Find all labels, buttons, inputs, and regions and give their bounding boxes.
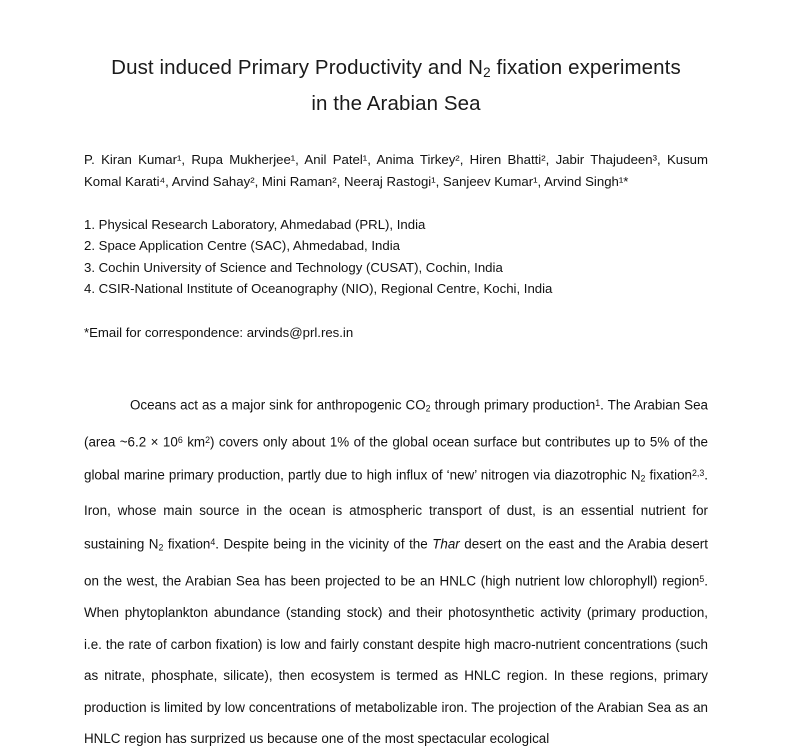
page-title [92, 52, 700, 119]
affiliation-item: 1. Physical Research Laboratory, Ahmedabad (PRL), India [84, 216, 426, 232]
affiliation-item: 3. Cochin University of Science and Technology (CUSAT), Cochin, India [84, 259, 503, 275]
exponent-superscript: 2 [205, 435, 210, 446]
author-list: P. Kiran Kumar¹, Rupa Mukherjee¹, Anil Patel¹, Anima Tirkey², Hiren Bhatti², Jabir Thajudeen³, Kusum Komal Karati⁴, Arvind Sahay², Mini Raman², Neeraj Rastogi¹, Sanjeev Kumar¹, Arvind Singh¹* [84, 151, 708, 189]
abstract-text: . Iron, whose main source in the ocean is atmospheric transport of dust, is an essential nutrient for sustaining N [84, 468, 708, 552]
citation-superscript: 4 [210, 536, 216, 547]
abstract-text: . When phytoplankton abundance (standing stock) and their photosynthetic activity (primary production, i.e. the rate of carbon fixation) is low and fairly constant despite high macro-nutrient concentrations (such as nitrate, phosphate, silicate), then ecosystem is termed as HNLC region. In these regions, primary production is limited by low concentrations of metabolizable iron. The projection of the Arabian Sea as an HNLC region has surprized us because one of the most spectacular ecological [84, 573, 708, 747]
citation-superscript: 5 [699, 574, 705, 585]
abstract-text: . The Arabian Sea (area ~6.2 × 10 [84, 397, 708, 450]
abstract-text: Oceans act as a major sink for anthropogenic CO [130, 397, 426, 413]
exponent-superscript: 6 [177, 435, 183, 446]
abstract-text: desert on the east and the Arabia desert on the west, the Arabian Sea has been projected to be an HNLC (high nutrient low chlorophyll) region [84, 536, 708, 589]
affiliation-item: 2. Space Application Centre (SAC), Ahmedabad, India [84, 238, 400, 254]
citation-superscript: 1 [595, 397, 601, 408]
italic-term: Thar [432, 536, 460, 552]
abstract-subscript: 2 [158, 542, 164, 553]
correspondence-email: *Email for correspondence: arvinds@prl.res.in [84, 324, 354, 340]
title-line-2: in the Arabian Sea [311, 91, 481, 115]
abstract-text: km [182, 434, 206, 450]
title-text-b: fixation experiments [490, 56, 681, 79]
abstract-text: through primary production [430, 397, 596, 413]
abstract-subscript: 2 [640, 473, 646, 484]
abstract-text: fixation [645, 468, 692, 484]
affiliation-list [84, 214, 708, 300]
title-text-a: Dust induced Primary Productivity and N [111, 56, 484, 79]
title-subscript: 2 [483, 64, 491, 80]
abstract-text: ) covers only about 1% of the global ocean surface but contributes up to 5% of the global marine primary production, partly due to high influx of ‘new’ nitrogen via diazotrophic N [84, 434, 708, 484]
abstract-text: . Despite being in the vicinity of the [215, 536, 433, 552]
abstract-body [84, 388, 708, 755]
title-line-1 [111, 56, 681, 79]
affiliation-item: 4. CSIR-National Institute of Oceanography (NIO), Regional Centre, Kochi, India [84, 281, 553, 297]
abstract-subscript: 2 [425, 403, 431, 414]
abstract-text: fixation [163, 536, 211, 552]
citation-superscript: 2,3 [691, 468, 705, 479]
